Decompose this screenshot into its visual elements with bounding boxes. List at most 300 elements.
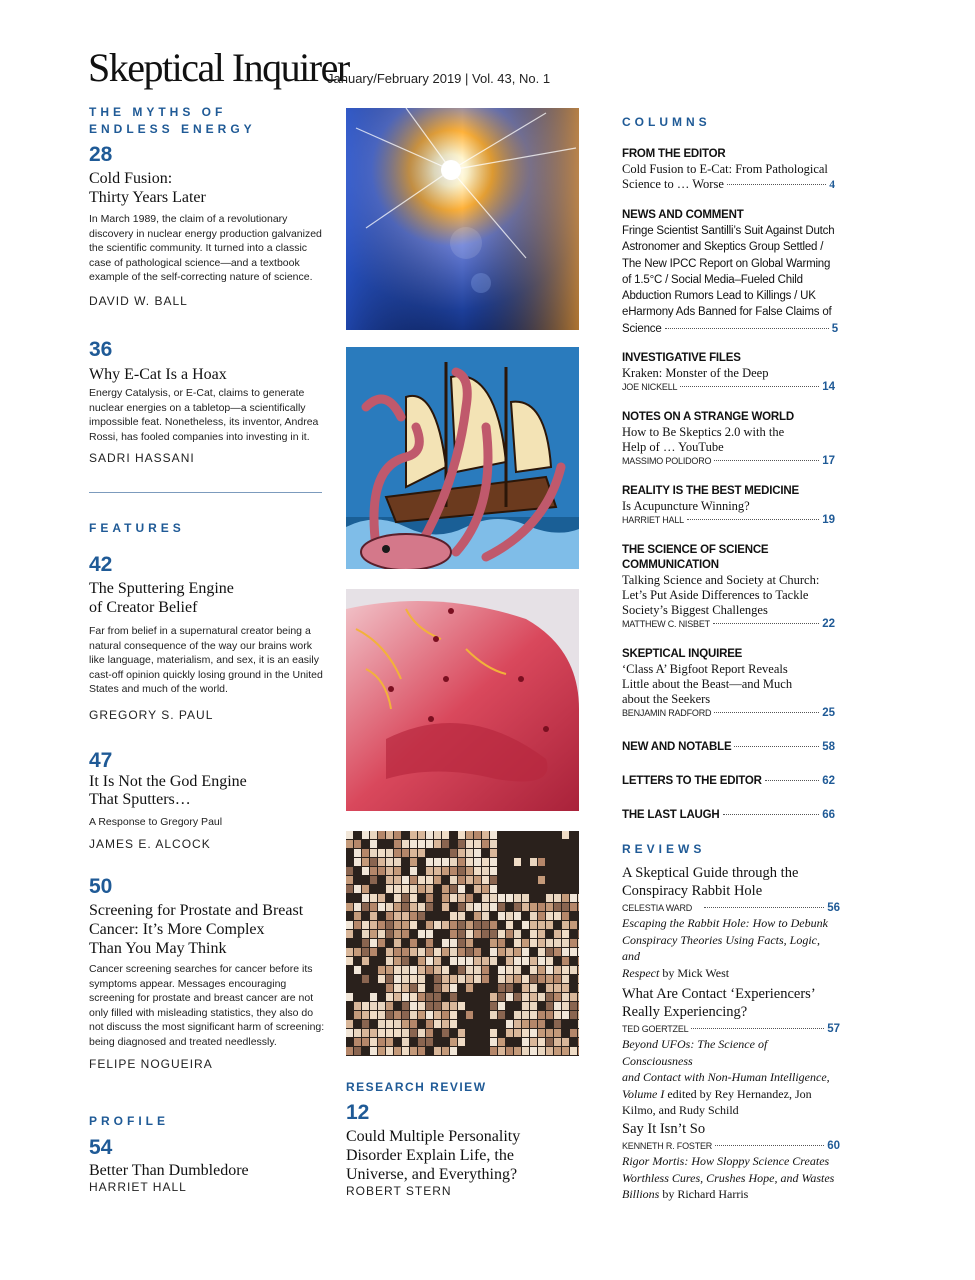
book-title-line: Worthless Cures, Crushes Hope, and Wastes xyxy=(622,1170,835,1185)
mosaic-tile xyxy=(410,984,417,992)
mosaic-tile xyxy=(514,930,521,938)
mosaic-tile xyxy=(386,1002,393,1010)
mosaic-tile xyxy=(546,1047,553,1055)
mosaic-tile xyxy=(386,912,393,920)
mosaic-tile xyxy=(410,840,417,848)
mosaic-tile xyxy=(418,948,425,956)
mosaic-tile xyxy=(578,903,579,911)
column-title: NEW AND NOTABLE xyxy=(622,741,732,753)
mosaic-tile xyxy=(410,1011,417,1019)
mosaic-tile xyxy=(434,1020,441,1028)
mosaic-tile xyxy=(394,939,401,947)
mosaic-tile xyxy=(522,903,529,911)
mosaic-tile xyxy=(386,957,393,965)
article-title: Better Than Dumbledore xyxy=(89,1162,249,1179)
article-title xyxy=(89,169,325,207)
mosaic-tile xyxy=(394,894,401,902)
mosaic-tile xyxy=(482,912,489,920)
column-body: ‘Class A’ Bigfoot Report Reveals xyxy=(622,662,788,676)
mosaic-tile xyxy=(554,1029,561,1037)
mosaic-tile xyxy=(538,876,545,884)
column-leader xyxy=(622,707,835,719)
brain-art xyxy=(346,589,579,811)
book-title-line: and Contact with Non-Human Intelligence, xyxy=(622,1070,830,1084)
myths-heading xyxy=(89,104,256,138)
mosaic-tile xyxy=(442,1047,449,1055)
mosaic-tile xyxy=(354,1011,361,1019)
mosaic-tile xyxy=(394,903,401,911)
mosaic-tile xyxy=(578,966,579,974)
mosaic-tile xyxy=(402,966,409,974)
article-title xyxy=(346,1127,586,1184)
mosaic-tile xyxy=(474,966,481,974)
article-dek: In March 1989, the claim of a revolutionary discovery in nuclear energy production galvanized the scientific community. It turned into a classic case of pathological science—and a textbook example of the self-correcting nature of science. xyxy=(89,213,322,284)
column-leader xyxy=(622,177,835,193)
mosaic-tile xyxy=(378,921,385,929)
review-page: 57 xyxy=(827,1023,840,1035)
column-leader xyxy=(622,618,835,630)
mosaic-tile xyxy=(418,930,425,938)
mosaic-tile xyxy=(578,1020,579,1028)
mosaic-tile xyxy=(378,939,385,947)
mosaic-tile xyxy=(554,1020,561,1028)
mosaic-tile xyxy=(466,849,473,857)
column-reality-is-the-best-medicine[interactable] xyxy=(622,484,835,526)
mosaic-tile xyxy=(346,876,353,884)
mosaic-tile xyxy=(450,894,457,902)
mosaic-tile xyxy=(474,903,481,911)
mosaic-tile xyxy=(370,930,377,938)
mosaic-tile xyxy=(490,858,497,866)
column-page: 62 xyxy=(822,775,835,787)
column-notes-on-a-strange-world[interactable] xyxy=(622,410,835,467)
mosaic-tile xyxy=(386,885,393,893)
mosaic-tile xyxy=(506,921,513,929)
mosaic-tile xyxy=(458,930,465,938)
mosaic-tile xyxy=(402,885,409,893)
mosaic-tile xyxy=(442,966,449,974)
mosaic-tile xyxy=(402,1002,409,1010)
mosaic-tile xyxy=(530,939,537,947)
mosaic-tile xyxy=(378,894,385,902)
mosaic-tile xyxy=(530,1020,537,1028)
article-title-line: Universe, and Everything? xyxy=(346,1166,518,1183)
review-say-it-isnt-so[interactable] xyxy=(622,1120,840,1203)
mosaic-tile xyxy=(506,1047,513,1055)
mosaic-tile xyxy=(442,831,449,839)
mosaic-tile xyxy=(402,948,409,956)
mosaic-tile xyxy=(386,903,393,911)
mosaic-tile xyxy=(458,831,465,839)
page-number: 36 xyxy=(89,338,113,361)
mosaic-tile xyxy=(426,993,433,1001)
mosaic-tile xyxy=(354,858,361,866)
article-12[interactable] xyxy=(346,1102,586,1198)
mosaic-tile xyxy=(506,948,513,956)
mosaic-tile xyxy=(458,939,465,947)
mosaic-tile xyxy=(466,831,473,839)
column-page: 58 xyxy=(822,741,835,753)
mosaic-tile xyxy=(490,948,497,956)
column-page: 25 xyxy=(822,707,835,719)
article-author: SADRI HASSANI xyxy=(89,451,195,466)
column-letters-to-the-editor[interactable] xyxy=(622,774,835,789)
mosaic-tile xyxy=(466,930,473,938)
mosaic-tile xyxy=(546,957,553,965)
mosaic-tile xyxy=(546,1038,553,1046)
mosaic-tile xyxy=(530,1038,537,1046)
mosaic-tile xyxy=(514,948,521,956)
column-news-and-comment[interactable] xyxy=(622,208,838,337)
mosaic-tile xyxy=(570,894,577,902)
column-investigative-files[interactable] xyxy=(622,351,835,393)
book-byline: edited by Rey Hernandez, Jon xyxy=(664,1086,812,1101)
column-science-of-science-communication[interactable] xyxy=(622,543,835,630)
review-title: What Are Contact ‘Experiencers’ xyxy=(622,986,816,1002)
mosaic-tile xyxy=(450,849,457,857)
issue-line: January/February 2019 | Vol. 43, No. 1 xyxy=(327,71,551,86)
article-50[interactable] xyxy=(89,876,325,1071)
review-book xyxy=(622,1036,840,1119)
mosaic-tile xyxy=(546,975,553,983)
article-title-line: It Is Not the God Engine xyxy=(89,773,247,790)
mosaic-tile xyxy=(378,1047,385,1055)
mosaic-tile xyxy=(554,939,561,947)
mosaic-tile xyxy=(538,957,545,965)
mosaic-tile xyxy=(530,930,537,938)
mosaic-tile xyxy=(378,849,385,857)
mosaic-tile xyxy=(378,867,385,875)
mosaic-tile xyxy=(538,966,545,974)
mosaic-tile xyxy=(346,993,353,1001)
mosaic-tile xyxy=(466,984,473,992)
mosaic-tile xyxy=(498,1047,505,1055)
article-title-line: The Sputtering Engine xyxy=(89,580,234,597)
mosaic-tile xyxy=(482,858,489,866)
mosaic-tile xyxy=(346,831,353,839)
article-title-line: of Creator Belief xyxy=(89,599,198,616)
mosaic-tile xyxy=(578,984,579,992)
mosaic-tile xyxy=(482,966,489,974)
mosaic-tile xyxy=(570,1011,577,1019)
mosaic-tile xyxy=(386,1038,393,1046)
review-author: CELESTIA WARD xyxy=(622,903,693,913)
article-author: FELIPE NOGUEIRA xyxy=(89,1056,213,1071)
column-leader xyxy=(622,321,838,337)
mosaic-tile xyxy=(474,957,481,965)
mosaic-tile xyxy=(426,831,433,839)
article-title xyxy=(89,773,325,809)
column-skeptical-inquiree[interactable] xyxy=(622,647,835,719)
mosaic-tile xyxy=(466,867,473,875)
article-dek: A Response to Gregory Paul xyxy=(89,816,223,828)
mosaic-tile xyxy=(514,993,521,1001)
mosaic-tile xyxy=(562,939,569,947)
page-number: 50 xyxy=(89,875,113,898)
mosaic-tile xyxy=(410,876,417,884)
reviews-heading: REVIEWS xyxy=(622,842,706,856)
masthead-title: Skeptical Inquirer xyxy=(88,45,349,90)
mosaic-tile xyxy=(522,921,529,929)
mosaic-tile xyxy=(466,975,473,983)
mosaic-tile xyxy=(426,903,433,911)
mosaic-tile xyxy=(426,1020,433,1028)
mosaic-tile xyxy=(394,840,401,848)
mosaic-tile xyxy=(562,966,569,974)
mosaic-tile xyxy=(482,885,489,893)
mosaic-tile xyxy=(450,1038,457,1046)
mosaic-tile xyxy=(490,876,497,884)
mosaic-tile xyxy=(482,831,489,839)
mosaic-tile xyxy=(362,921,369,929)
mosaic-tile xyxy=(522,1047,529,1055)
mosaic-tile xyxy=(378,1020,385,1028)
mosaic-tile xyxy=(394,849,401,857)
mosaic-tile xyxy=(474,831,481,839)
mosaic-tile xyxy=(482,921,489,929)
mosaic-tile xyxy=(354,1002,361,1010)
column-page: 5 xyxy=(831,322,838,335)
mosaic-tile xyxy=(346,867,353,875)
mosaic-tile xyxy=(466,966,473,974)
review-title: Really Experiencing? xyxy=(622,1004,748,1020)
mosaic-tile xyxy=(354,1047,361,1055)
mosaic-tile xyxy=(410,975,417,983)
column-title: INVESTIGATIVE FILES xyxy=(622,352,741,364)
article-54[interactable] xyxy=(89,1137,325,1194)
mosaic-tile xyxy=(346,1020,353,1028)
mosaic-tile xyxy=(394,984,401,992)
mosaic-tile xyxy=(418,1002,425,1010)
mosaic-tile xyxy=(354,1029,361,1037)
mosaic-tile xyxy=(450,885,457,893)
mosaic-tile xyxy=(570,903,577,911)
mosaic-tile xyxy=(530,858,537,866)
mosaic-tile xyxy=(474,858,481,866)
review-rabbit-hole[interactable] xyxy=(622,864,840,981)
mosaic-tile xyxy=(362,948,369,956)
mosaic-tile xyxy=(498,966,505,974)
column-author: JOE NICKELL xyxy=(622,382,678,392)
mosaic-tile xyxy=(394,993,401,1001)
mosaic-tile xyxy=(434,966,441,974)
mosaic-tile xyxy=(490,867,497,875)
mosaic-tile xyxy=(442,858,449,866)
book-byline: by Richard Harris xyxy=(659,1187,749,1201)
column-leader xyxy=(622,381,835,393)
mosaic-tile xyxy=(562,912,569,920)
article-title-line: Screening for Prostate and Breast xyxy=(89,902,304,919)
mosaic-tile xyxy=(362,1029,369,1037)
mosaic-tile xyxy=(474,840,481,848)
mosaic-tile xyxy=(442,1002,449,1010)
mosaic-tile xyxy=(474,975,481,983)
article-42[interactable] xyxy=(89,554,325,722)
mosaic-tile xyxy=(554,930,561,938)
mosaic-tile xyxy=(394,975,401,983)
research-review-heading: RESEARCH REVIEW xyxy=(346,1080,487,1094)
column-title: REALITY IS THE BEST MEDICINE xyxy=(622,485,799,497)
mosaic-tile xyxy=(530,1029,537,1037)
mosaic-tile xyxy=(418,957,425,965)
column-from-the-editor[interactable] xyxy=(622,147,835,193)
column-body: Cold Fusion to E-Cat: From Pathological xyxy=(622,162,828,176)
mosaic-tile xyxy=(458,858,465,866)
mosaic-tile xyxy=(538,912,545,920)
mosaic-tile xyxy=(570,993,577,1001)
mosaic-tile xyxy=(554,966,561,974)
book-title-line: Conspiracy Theories Using Facts, Logic, and xyxy=(622,932,820,963)
mosaic-tile xyxy=(498,939,505,947)
mosaic-tile xyxy=(506,894,513,902)
column-the-last-laugh[interactable] xyxy=(622,808,835,823)
mosaic-tile xyxy=(506,966,513,974)
myths-heading-line-1: THE MYTHS OF xyxy=(89,105,227,119)
mosaic-tile xyxy=(402,921,409,929)
mosaic-tile xyxy=(498,1002,505,1010)
mosaic-tile xyxy=(554,993,561,1001)
mosaic-tile xyxy=(490,939,497,947)
brain-image xyxy=(346,589,579,811)
mosaic-tile xyxy=(562,930,569,938)
mosaic-tile xyxy=(394,966,401,974)
mosaic-tile xyxy=(402,876,409,884)
mosaic-tile xyxy=(514,1011,521,1019)
column-title: NOTES ON A STRANGE WORLD xyxy=(622,411,794,423)
mosaic-tile xyxy=(370,858,377,866)
mosaic-tile xyxy=(378,831,385,839)
mosaic-tile xyxy=(386,921,393,929)
mosaic-tile xyxy=(554,1047,561,1055)
mosaic-tile xyxy=(450,1002,457,1010)
mosaic-tile xyxy=(402,849,409,857)
mosaic-tile xyxy=(578,993,579,1001)
mosaic-tile xyxy=(410,858,417,866)
myths-heading-line-2: ENDLESS ENERGY xyxy=(89,122,256,136)
column-author: MATTHEW C. NISBET xyxy=(622,619,710,629)
mosaic-tile xyxy=(354,912,361,920)
mosaic-tile xyxy=(562,984,569,992)
mosaic-tile xyxy=(386,1011,393,1019)
mosaic-tile xyxy=(362,1020,369,1028)
mosaic-tile xyxy=(362,831,369,839)
mosaic-tile xyxy=(514,894,521,902)
mosaic-tile xyxy=(434,984,441,992)
mosaic-tile xyxy=(426,858,433,866)
mosaic-tile xyxy=(450,993,457,1001)
mosaic-tile xyxy=(490,993,497,1001)
column-author: MASSIMO POLIDORO xyxy=(622,456,712,466)
column-title: FROM THE EDITOR xyxy=(622,148,726,160)
mosaic-tile xyxy=(490,903,497,911)
mosaic-tile xyxy=(362,939,369,947)
mosaic-tile xyxy=(530,1002,537,1010)
book-title-line: Rigor Mortis: How Sloppy Science Creates xyxy=(622,1154,830,1168)
mosaic-tile xyxy=(522,1038,529,1046)
mosaic-tile xyxy=(562,831,569,839)
mosaic-tile xyxy=(490,831,497,839)
mosaic-tile xyxy=(514,957,521,965)
mosaic-tile xyxy=(410,993,417,1001)
column-author: HARRIET HALL xyxy=(622,515,684,525)
mosaic-tile xyxy=(498,984,505,992)
column-new-and-notable[interactable] xyxy=(622,740,835,755)
mosaic-tile xyxy=(514,858,521,866)
article-36[interactable] xyxy=(89,339,325,465)
mosaic-tile xyxy=(418,1038,425,1046)
mosaic-tile xyxy=(450,867,457,875)
mosaic-tile xyxy=(538,975,545,983)
mosaic-tile xyxy=(554,1011,561,1019)
column-body: Fringe Scientist Santilli’s Suit Against Dutch Astronomer and Skeptics Group Settled / The New IPCC Report on Global Warming of 1.5°C / Social Media–Fueled Child Abduction Rumors Lead to Killings / UK eHarmony Ads Banned for False Claims of xyxy=(622,225,835,319)
mosaic-tile xyxy=(410,912,417,920)
mosaic-tile xyxy=(434,993,441,1001)
mosaic-tile xyxy=(362,975,369,983)
review-contact-experiencers[interactable] xyxy=(622,985,840,1119)
mosaic-tile xyxy=(370,939,377,947)
mosaic-tile xyxy=(362,1038,369,1046)
mosaic-tile xyxy=(562,921,569,929)
article-title-line: Cold Fusion: xyxy=(89,170,173,187)
mosaic-tile xyxy=(386,867,393,875)
mosaic-tile xyxy=(410,1020,417,1028)
mosaic-tile xyxy=(474,885,481,893)
mosaic-tile xyxy=(362,957,369,965)
mosaic-tile xyxy=(418,840,425,848)
mosaic-tile xyxy=(386,1020,393,1028)
mosaic-tile xyxy=(402,975,409,983)
mosaic-tile xyxy=(410,831,417,839)
mosaic-tile xyxy=(458,912,465,920)
mosaic-tile xyxy=(410,1002,417,1010)
column-page: 22 xyxy=(822,618,835,630)
column-body: Little about the Beast—and Much xyxy=(622,677,793,691)
column-title: SKEPTICAL INQUIREE xyxy=(622,648,743,660)
mosaic-tile xyxy=(370,1029,377,1037)
mosaic-tile xyxy=(546,984,553,992)
article-28[interactable] xyxy=(89,144,325,308)
book-title-line: Billions xyxy=(622,1187,660,1201)
mosaic-tile xyxy=(426,966,433,974)
review-title: Say It Isn’t So xyxy=(622,1121,706,1137)
mosaic-tile xyxy=(442,1011,449,1019)
mosaic-tile xyxy=(490,1002,497,1010)
mosaic-tile xyxy=(394,885,401,893)
article-47[interactable] xyxy=(89,750,325,851)
mosaic-tile xyxy=(386,831,393,839)
book-byline: by Mick West xyxy=(659,965,730,980)
mosaic-tile xyxy=(546,894,553,902)
mosaic-tile xyxy=(394,1020,401,1028)
mosaic-tile xyxy=(410,1047,417,1055)
mosaic-tile xyxy=(402,984,409,992)
mosaic-tile xyxy=(554,948,561,956)
mosaic-tile xyxy=(466,858,473,866)
mosaic-tile xyxy=(450,876,457,884)
mosaic-tile xyxy=(538,1047,545,1055)
mosaic-tile xyxy=(362,894,369,902)
cold-fusion-image xyxy=(346,108,579,330)
mosaic-tile xyxy=(386,1047,393,1055)
book-title-line: Volume I xyxy=(622,1086,665,1101)
review-leader xyxy=(622,902,840,914)
mosaic-tile xyxy=(482,930,489,938)
review-leader xyxy=(622,1023,840,1035)
column-page: 19 xyxy=(822,514,835,526)
mosaic-tile xyxy=(474,948,481,956)
mosaic-tile xyxy=(450,957,457,965)
mosaic-tile xyxy=(410,948,417,956)
